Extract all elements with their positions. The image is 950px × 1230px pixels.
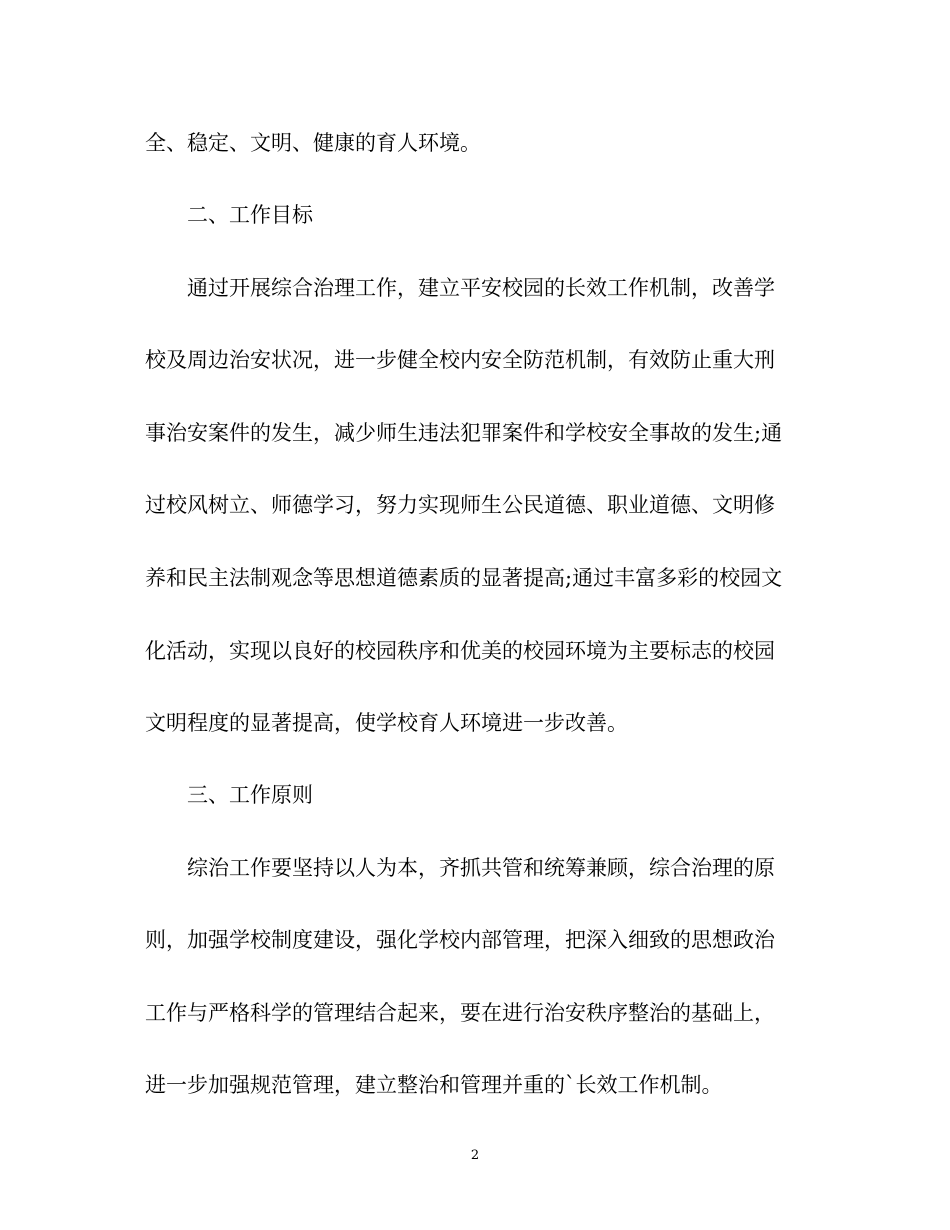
text-line: 事治安案件的发生，减少师生违法犯罪案件和学校安全事故的发生;通 [145, 421, 783, 445]
text-line: 校及周边治安状况，进一步健全校内安全防范机制，有效防止重大刑 [145, 348, 775, 372]
text-line: 养和民主法制观念等思想道德素质的显著提高;通过丰富多彩的校园文 [145, 566, 783, 590]
section-heading-goals: 二、工作目标 [187, 203, 313, 227]
text-line: 化活动，实现以良好的校园秩序和优美的校园环境为主要标志的校园 [145, 639, 775, 663]
text-line: 综治工作要坚持以人为本，齐抓共管和统筹兼顾，综合治理的原 [187, 856, 775, 880]
text-line: 则，加强学校制度建设，强化学校内部管理，把深入细致的思想政治 [145, 928, 775, 952]
text-line: 通过开展综合治理工作，建立平安校园的长效工作机制，改善学 [187, 276, 775, 300]
text-line: 进一步加强规范管理，建立整治和管理并重的`长效工作机制。 [145, 1073, 723, 1097]
page-number: 2 [470, 1148, 480, 1163]
text-line: 工作与严格科学的管理结合起来，要在进行治安秩序整治的基础上， [145, 1001, 775, 1025]
section-heading-principles: 三、工作原则 [187, 783, 313, 807]
text-line: 过校风树立、师德学习，努力实现师生公民道德、职业道德、文明修 [145, 493, 775, 517]
text-line: 文明程度的显著提高，使学校育人环境进一步改善。 [145, 711, 628, 735]
text-line: 全、稳定、文明、健康的育人环境。 [145, 131, 481, 155]
